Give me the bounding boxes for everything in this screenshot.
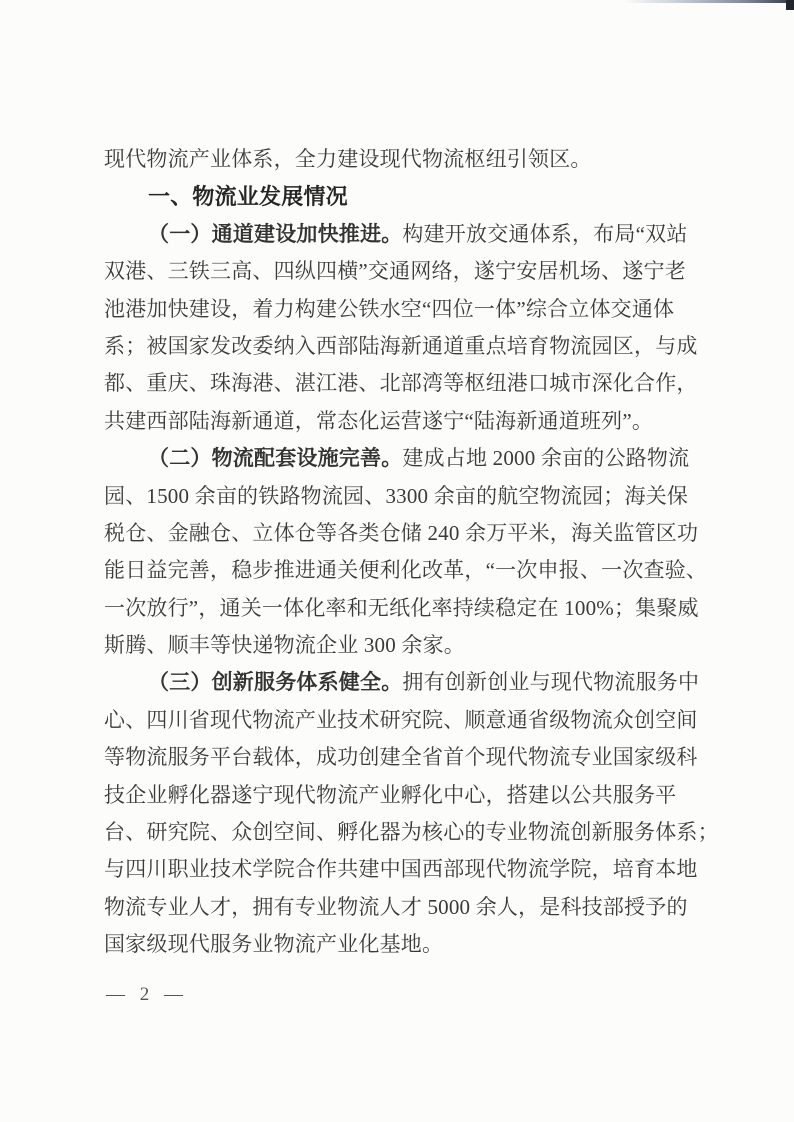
document-body (104, 141, 719, 964)
scan-corner-artifact (786, 0, 794, 10)
body-line: 物流专业人才，拥有专业物流人才 5000 余人，是科技部授予的 (104, 894, 688, 919)
body-line: 台、研究院、众创空间、孵化器为核心的专业物流创新服务体系； (104, 820, 719, 845)
body-text: 拥有创新创业与现代物流服务中 (402, 670, 700, 695)
body-line (104, 440, 694, 477)
section-heading: 一、物流业发展情况 (148, 184, 348, 210)
subsection-title: （三）创新服务体系健全。 (148, 670, 403, 695)
body-line: 园、1500 余亩的铁路物流园、3300 余亩的航空物流园；海关保 (104, 483, 689, 508)
body-text: 建成占地 2000 余亩的公路物流 (402, 446, 690, 471)
body-line: 池港加快建设，着力构建公铁水空“四位一体”综合立体交通体 (104, 296, 675, 321)
body-line: 系；被国家发改委纳入西部陆海新通道重点培育物流园区，与成 (104, 333, 698, 358)
subsection-title: （一）通道建设加快推进。 (148, 221, 403, 246)
body-line: 双港、三铁三高、四纵四横”交通网络，遂宁安居机场、遂宁老 (104, 259, 686, 284)
subsection-title: （二）物流配套设施完善。 (148, 446, 403, 471)
scan-edge-artifact (624, 0, 794, 3)
body-line: 心、四川省现代物流产业技术研究院、顺意通省级物流众创空间 (104, 707, 698, 732)
body-line: 现代物流产业体系，全力建设现代物流枢纽引领区。 (104, 147, 592, 171)
body-line: 都、重庆、珠海港、湛江港、北部湾等枢纽港口城市深化合作， (104, 371, 698, 396)
body-line: 与四川职业技术学院合作共建中国西部现代物流学院，培育本地 (104, 857, 698, 882)
body-line: 共建西部陆海新通道，常态化运营遂宁“陆海新通道班列”。 (104, 408, 654, 433)
body-line: 一次放行”，通关一体化率和无纸化率持续稳定在 100%；集聚威 (104, 595, 699, 620)
body-line: 斯腾、顺丰等快递物流企业 300 余家。 (104, 633, 465, 658)
body-line (104, 664, 700, 701)
page-number: — 2 — (106, 984, 188, 1005)
body-line: 税仓、金融仓、立体仓等各类仓储 240 余万平米，海关监管区功 (104, 520, 699, 545)
body-line: 技企业孵化器遂宁现代物流产业孵化中心，搭建以公共服务平 (104, 782, 677, 807)
body-text: 构建开放交通体系，布局“双站 (402, 221, 688, 246)
body-line: 等物流服务平台载体，成功创建全省首个现代物流专业国家级科 (104, 745, 698, 770)
body-line: 国家级现代服务业物流产业化基地。 (104, 932, 444, 957)
body-line (104, 216, 694, 253)
body-line: 能日益完善，稳步推进通关便利化改革，“一次申报、一次查验、 (104, 558, 708, 583)
